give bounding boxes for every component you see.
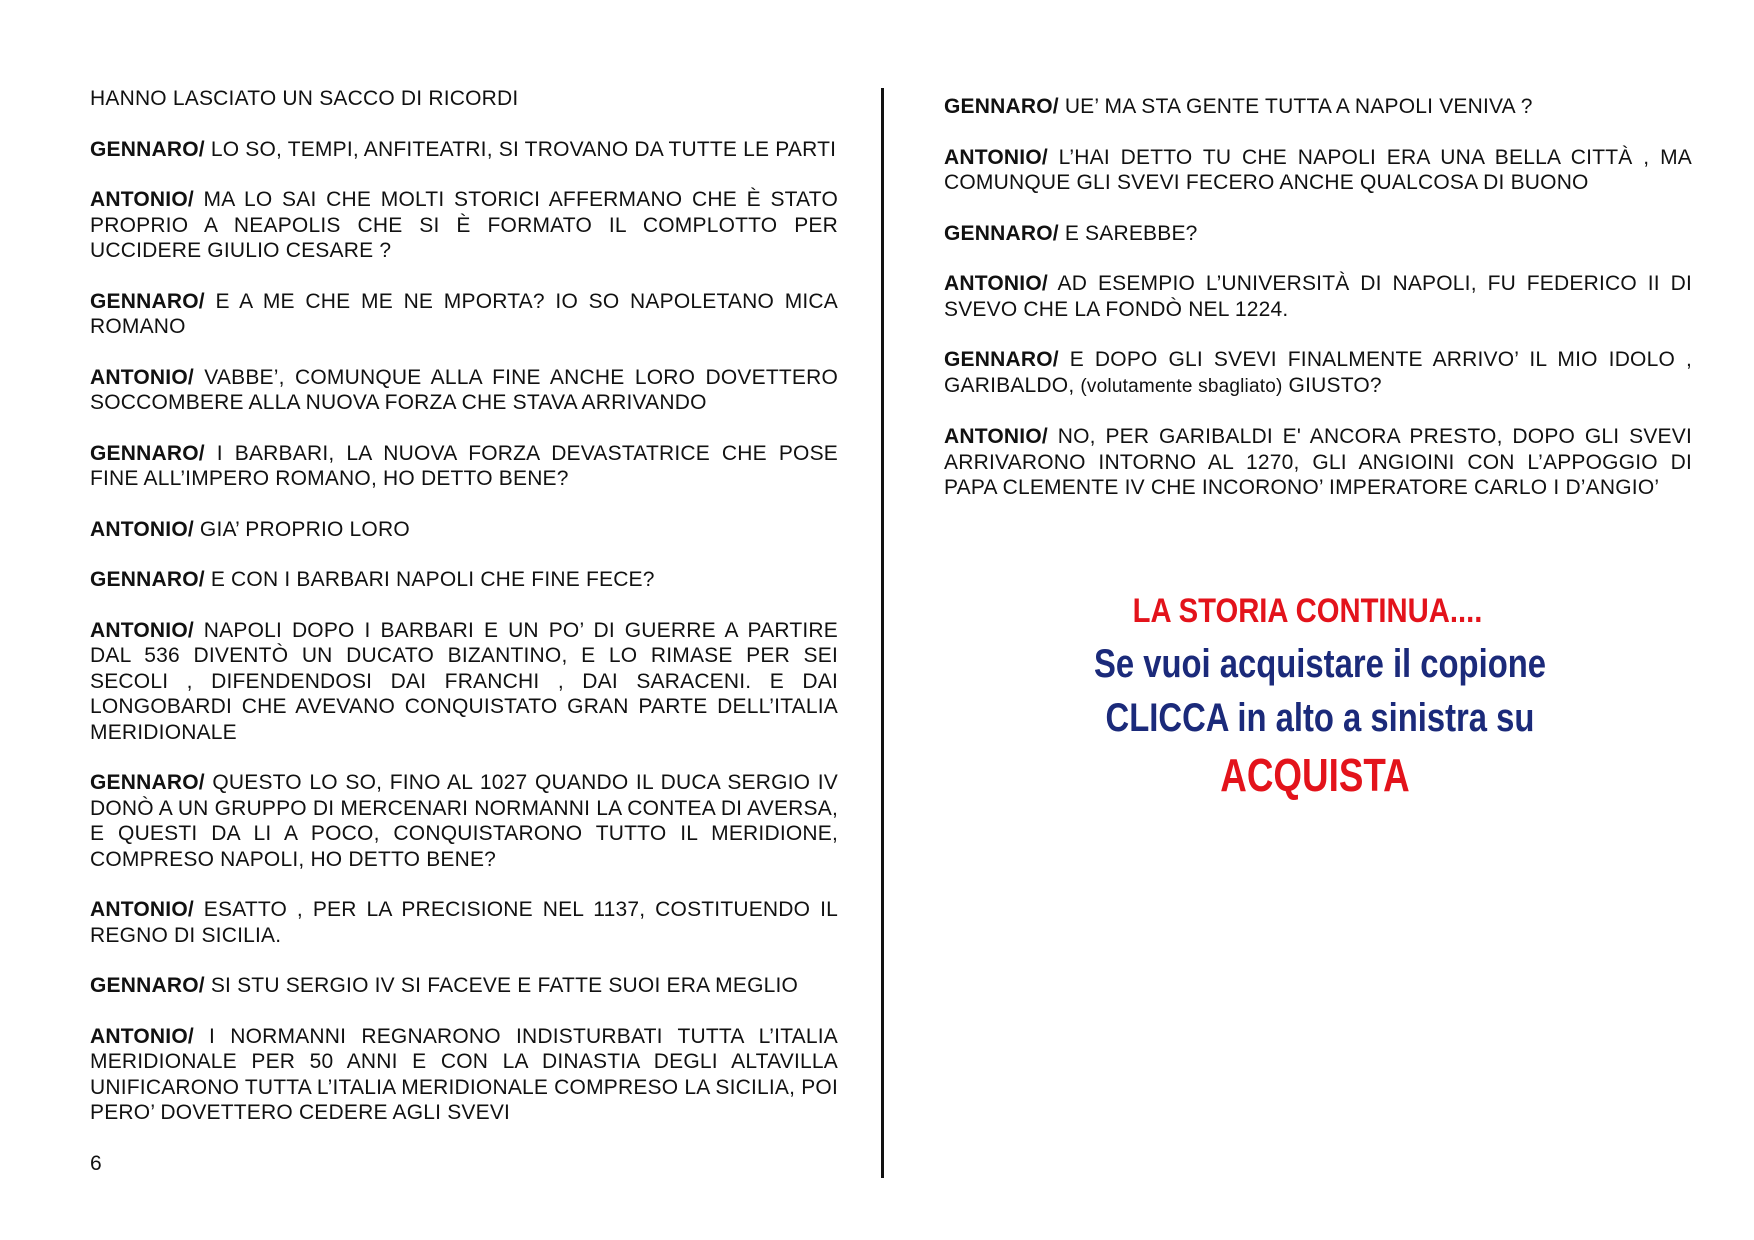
dialogue-paragraph	[90, 187, 838, 264]
speaker-name: GENNARO/	[90, 289, 205, 313]
dialogue-paragraph	[944, 221, 1692, 247]
promo-headline: LA STORIA CONTINUA....	[1132, 592, 1483, 630]
dialogue-paragraph	[90, 973, 838, 999]
dialogue-text: E DOPO GLI SVEVI FINALMENTE ARRIVO’ IL MIO IDOLO , GARIBALDO,	[944, 348, 1692, 397]
purchase-promo	[1000, 585, 1640, 805]
dialogue-text: HANNO LASCIATO UN SACCO DI RICORDI	[90, 87, 519, 110]
dialogue-text: QUESTO LO SO, FINO AL 1027 QUANDO IL DUCA SERGIO IV DONÒ A UN GRUPPO DI MERCENARI NORMANNI LA CONTEA DI AVERSA, E QUESTI DA LI A POCO, CONQUISTARONO TUTTO IL MERIDIONE, COMPRESO NAPOLI, HO DETTO BENE?	[90, 771, 838, 871]
column-divider	[881, 88, 884, 1178]
dialogue-text: UE’ MA STA GENTE TUTTA A NAPOLI VENIVA ?	[1058, 95, 1533, 118]
dialogue-paragraph	[944, 347, 1692, 399]
dialogue-paragraph	[90, 365, 838, 416]
dialogue-text: NAPOLI DOPO I BARBARI E UN PO’ DI GUERRE A PARTIRE DAL 536 DIVENTÒ UN DUCATO BIZANTINO, E LO RIMASE PER SEI SECOLI , DIFENDENDOSI DAI FRANCHI , DAI SARACENI. E DAI LONGOBARDI CHE AVEVANO CONQUISTATO GRAN PARTE DELL’ITALIA MERIDIONALE	[90, 618, 838, 744]
dialogue-text: E A ME CHE ME NE MPORTA? IO SO NAPOLETANO MICA ROMANO	[90, 289, 838, 338]
dialogue-text: L’HAI DETTO TU CHE NAPOLI ERA UNA BELLA CITTÀ , MA COMUNQUE GLI SVEVI FECERO ANCHE QUALCOSA DI BUONO	[944, 145, 1692, 194]
left-column	[90, 86, 838, 1151]
dialogue-text: I NORMANNI REGNARONO INDISTURBATI TUTTA L’ITALIA MERIDIONALE PER 50 ANNI E CON LA DINASTIA DEGLI ALTAVILLA UNIFICARONO TUTTA L’ITALIA MERIDIONALE COMPRESO LA SICILIA, POI PERO’ DOVETTERO CEDERE AGLI SVEVI	[90, 1024, 838, 1124]
speaker-name: GENNARO/	[90, 441, 205, 465]
speaker-name: ANTONIO/	[90, 517, 194, 541]
right-column	[944, 94, 1692, 526]
speaker-name: ANTONIO/	[944, 272, 1048, 295]
dialogue-text-tail: GIUSTO?	[1282, 373, 1382, 397]
speaker-name: ANTONIO/	[90, 1024, 194, 1048]
dialogue-text: GIA’ PROPRIO LORO	[193, 517, 410, 541]
dialogue-paragraph	[90, 897, 838, 948]
speaker-name: GENNARO/	[944, 95, 1059, 118]
dialogue-paragraph	[90, 441, 838, 492]
speaker-name: GENNARO/	[90, 137, 205, 161]
dialogue-paragraph	[90, 137, 838, 163]
speaker-name: GENNARO/	[944, 221, 1059, 245]
dialogue-paragraph	[90, 86, 838, 112]
dialogue-text: NO, PER GARIBALDI E' ANCORA PRESTO, DOPO GLI SVEVI ARRIVARONO INTORNO AL 1270, GLI ANGIOINI CON L’APPOGGIO DI PAPA CLEMENTE IV CHE INCORONO’ IMPERATORE CARLO I D’ANGIO’	[944, 425, 1692, 499]
dialogue-text: ESATTO , PER LA PRECISIONE NEL 1137, COSTITUENDO IL REGNO DI SICILIA.	[90, 898, 838, 947]
dialogue-paragraph	[944, 271, 1692, 322]
speaker-name: GENNARO/	[90, 771, 205, 794]
promo-text: CLICCA in alto a sinistra su	[1105, 696, 1535, 740]
speaker-name: GENNARO/	[90, 568, 205, 591]
speaker-name: ANTONIO/	[90, 188, 194, 211]
speaker-name: ANTONIO/	[944, 425, 1048, 448]
dialogue-paragraph	[90, 567, 838, 593]
speaker-name: GENNARO/	[944, 348, 1059, 371]
dialogue-text: VABBE’, COMUNQUE ALLA FINE ANCHE LORO DOVETTERO SOCCOMBERE ALLA NUOVA FORZA CHE STAVA ARRIVANDO	[90, 365, 838, 414]
speaker-name: ANTONIO/	[90, 365, 194, 389]
dialogue-text: E CON I BARBARI NAPOLI CHE FINE FECE?	[204, 568, 655, 591]
dialogue-text: AD ESEMPIO L’UNIVERSITÀ DI NAPOLI, FU FEDERICO II DI SVEVO CHE LA FONDÒ NEL 1224.	[944, 272, 1692, 321]
dialogue-paragraph	[90, 770, 838, 872]
dialogue-paragraph	[90, 618, 838, 746]
speaker-name: ANTONIO/	[90, 898, 194, 921]
dialogue-text: E SAREBBE?	[1058, 221, 1198, 245]
promo-text: Se vuoi acquistare il copione	[1093, 642, 1547, 686]
page-number: 6	[90, 1152, 102, 1175]
dialogue-paragraph	[90, 517, 838, 543]
dialogue-text: I BARBARI, LA NUOVA FORZA DEVASTATRICE CHE POSE FINE ALL’IMPERO ROMANO, HO DETTO BENE?	[90, 441, 838, 490]
dialogue-paragraph	[944, 145, 1692, 196]
speaker-name: ANTONIO/	[944, 145, 1048, 169]
dialogue-text: LO SO, TEMPI, ANFITEATRI, SI TROVANO DA TUTTE LE PARTI	[204, 137, 837, 161]
acquista-link[interactable]: ACQUISTA	[1220, 749, 1410, 801]
speaker-name: GENNARO/	[90, 974, 205, 997]
dialogue-paragraph	[90, 289, 838, 340]
dialogue-text: MA LO SAI CHE MOLTI STORICI AFFERMANO CHE È STATO PROPRIO A NEAPOLIS CHE SI È FORMATO IL COMPLOTTO PER UCCIDERE GIULIO CESARE ?	[90, 188, 838, 262]
dialogue-text: SI STU SERGIO IV SI FACEVE E FATTE SUOI ERA MEGLIO	[204, 974, 799, 997]
speaker-name: ANTONIO/	[90, 618, 194, 642]
stage-direction: (volutamente sbagliato)	[1080, 375, 1283, 397]
dialogue-paragraph	[944, 94, 1692, 120]
dialogue-paragraph	[90, 1024, 838, 1126]
dialogue-paragraph	[944, 424, 1692, 501]
